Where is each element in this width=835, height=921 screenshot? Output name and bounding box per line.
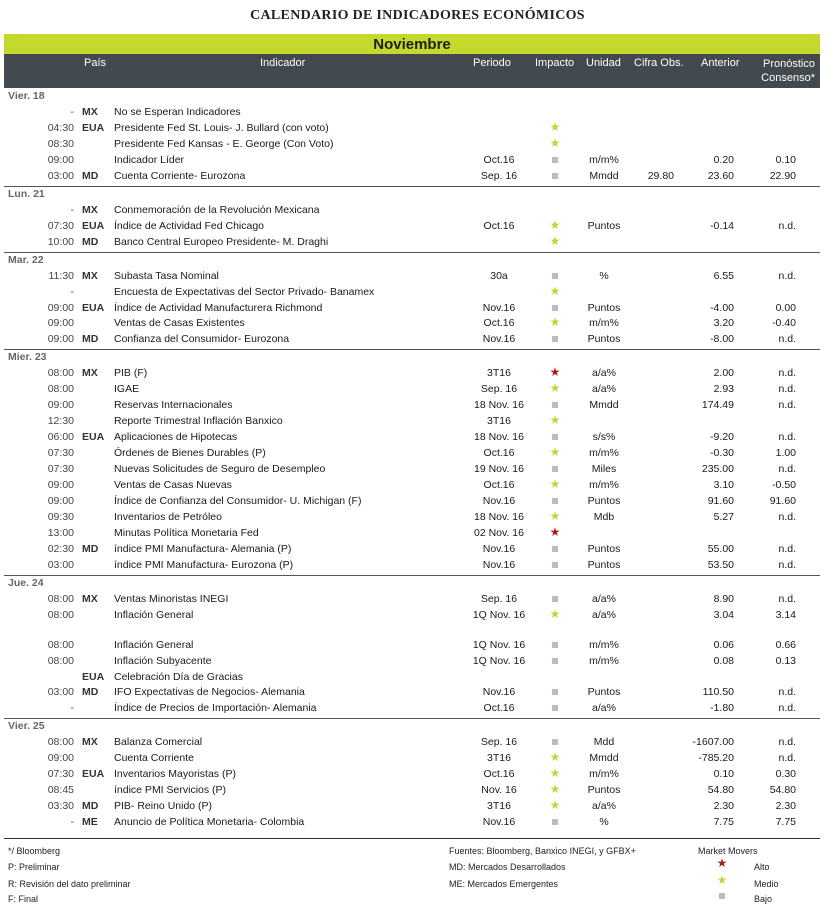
row-previous: -0.14	[710, 219, 734, 232]
impact-bajo-icon	[552, 658, 558, 664]
row-unit: a/a%	[592, 800, 616, 813]
row-forecast: 1.00	[775, 447, 796, 460]
row-forecast: n.d.	[778, 219, 796, 232]
row-indicator: Banco Central Europeo Presidente- M. Draghi	[114, 235, 329, 248]
impact-bajo-icon	[552, 157, 558, 163]
row-period: 1Q Nov. 16	[472, 638, 526, 651]
day-separator	[4, 186, 820, 187]
row-period: 18 Nov. 16	[473, 399, 524, 412]
row-forecast: n.d.	[778, 558, 796, 571]
header-pronostico-line2: Consenso*	[761, 72, 815, 84]
row-period: Oct.16	[483, 768, 515, 781]
impact-alto-star-icon: ★	[549, 365, 561, 380]
legend-alto-star-icon: ★	[716, 856, 728, 870]
row-previous: 3.10	[713, 479, 734, 491]
row-unit: m/m%	[589, 654, 619, 667]
row-previous: 2.93	[713, 383, 734, 396]
row-previous: 53.50	[707, 558, 734, 571]
day-separator	[4, 349, 820, 350]
page-title: CALENDARIO DE INDICADORES ECONÓMICOS	[250, 8, 585, 23]
sources-note: Fuentes: Bloomberg, Banxico INEGI, y GFBX+	[449, 846, 636, 856]
row-previous: -1607.00	[692, 736, 734, 749]
impact-bajo-icon	[552, 498, 558, 504]
row-time: 07:30	[47, 219, 74, 232]
row-forecast: 91.60	[769, 494, 796, 507]
row-observed: 29.80	[647, 169, 674, 182]
day-separator	[4, 252, 820, 253]
row-forecast: 22.90	[769, 169, 796, 182]
impact-medio-star-icon: ★	[549, 606, 561, 621]
row-time: 12:30	[47, 415, 74, 428]
impact-medio-star-icon: ★	[549, 217, 561, 232]
day-heading: Vier. 18	[8, 90, 45, 102]
impact-bajo-icon	[552, 562, 558, 568]
header-periodo: Periodo	[473, 57, 511, 69]
row-forecast: n.d.	[778, 431, 796, 444]
row-period: Sep. 16	[480, 383, 518, 396]
row-time: 09:00	[47, 317, 74, 330]
row-time: 07:30	[47, 768, 74, 781]
row-period: 3T16	[487, 800, 511, 813]
legend-medio-star-icon: ★	[716, 873, 728, 887]
row-unit: m/m%	[589, 638, 619, 651]
row-time: 07:30	[47, 463, 74, 476]
row-indicator: Ventas Minoristas INEGI	[114, 592, 229, 605]
row-country: EUA	[82, 301, 105, 314]
row-indicator: Presidente Fed Kansas - E. George (Con Voto)	[114, 137, 334, 150]
row-unit: s/s%	[592, 431, 616, 444]
row-unit: m/m%	[589, 447, 619, 460]
market-movers-label: Market Movers	[698, 846, 758, 856]
row-time: -	[70, 285, 74, 298]
row-previous: 174.49	[701, 399, 734, 412]
row-indicator: IGAE	[114, 383, 140, 396]
impact-bajo-icon	[552, 434, 558, 440]
row-unit: m/m%	[589, 479, 619, 491]
row-forecast: 0.30	[775, 768, 796, 781]
row-period: 1Q Nov. 16	[472, 654, 526, 667]
row-time: -	[70, 702, 74, 715]
row-indicator: Minutas Política Monetaria Fed	[114, 526, 259, 539]
row-indicator: Encuesta de Expectativas del Sector Privado- Banamex	[114, 285, 375, 298]
impact-medio-star-icon: ★	[549, 445, 561, 460]
row-unit: Puntos	[587, 494, 621, 507]
row-time: 03:00	[47, 558, 74, 571]
row-forecast: n.d.	[778, 463, 796, 476]
row-country: MX	[82, 269, 98, 282]
row-forecast: n.d.	[778, 269, 796, 282]
row-country: MD	[82, 235, 99, 248]
footnote-bloomberg: */ Bloomberg	[8, 846, 61, 856]
row-country: MD	[82, 686, 99, 699]
row-previous: 0.08	[713, 654, 734, 667]
row-indicator: Ventas de Casas Existentes	[114, 317, 245, 330]
row-unit: m/m%	[589, 768, 619, 781]
row-country: MX	[82, 367, 98, 380]
row-unit: Puntos	[587, 333, 621, 346]
row-time: 09:00	[47, 153, 74, 166]
footnote-preliminar: P: Preliminar	[8, 862, 60, 872]
row-country: ME	[82, 816, 98, 829]
row-indicator: Índice de Confianza del Consumidor- U. Michigan (F)	[114, 494, 362, 507]
row-previous: 23.60	[707, 169, 734, 182]
row-previous: 0.10	[713, 768, 734, 781]
row-period: Nov. 16	[481, 784, 517, 797]
row-indicator: Inventarios Mayoristas (P)	[114, 768, 236, 781]
row-previous: 2.00	[713, 367, 734, 380]
row-period: Nov.16	[482, 333, 516, 346]
row-forecast: n.d.	[778, 510, 796, 523]
row-country: MX	[82, 106, 98, 118]
row-unit: %	[599, 816, 609, 829]
row-indicator: Confianza del Consumidor- Eurozona	[114, 333, 290, 346]
row-time: 08:45	[47, 784, 74, 797]
impact-bajo-icon	[552, 705, 558, 711]
impact-bajo-icon	[552, 402, 558, 408]
impact-medio-star-icon: ★	[549, 315, 561, 330]
impact-medio-star-icon: ★	[549, 413, 561, 428]
row-unit: a/a%	[592, 702, 616, 715]
header-indicador: Indicador	[260, 57, 306, 69]
row-previous: 2.30	[713, 800, 734, 813]
row-indicator: Aplicaciones de Hipotecas	[114, 431, 238, 444]
row-country: MX	[82, 203, 98, 216]
row-indicator: Conmemoración de la Revolución Mexicana	[114, 203, 320, 216]
row-indicator: índice PMI Manufactura- Alemania (P)	[114, 542, 292, 555]
md-note: MD: Mercados Desarrollados	[449, 862, 566, 872]
row-indicator: Reservas Internacionales	[114, 399, 233, 412]
impact-bajo-icon	[552, 596, 558, 602]
impact-bajo-icon	[552, 305, 558, 311]
row-forecast: 7.75	[775, 816, 796, 829]
row-period: Nov.16	[482, 816, 516, 829]
day-heading: Jue. 24	[8, 576, 44, 589]
row-indicator: Ventas de Casas Nuevas	[114, 479, 232, 491]
row-country: MD	[82, 169, 99, 182]
impact-medio-star-icon: ★	[549, 233, 561, 248]
header-pronostico	[753, 57, 815, 85]
row-period: 3T16	[487, 752, 511, 765]
footnote-final: F: Final	[8, 894, 39, 904]
row-indicator: IFO Expectativas de Negocios- Alemania	[114, 686, 305, 699]
row-time: 03:00	[47, 169, 74, 182]
row-time: 09:00	[47, 752, 74, 765]
row-forecast: -0.40	[772, 317, 796, 330]
row-forecast: n.d.	[778, 702, 796, 715]
row-unit: m/m%	[589, 317, 619, 330]
row-country: MD	[82, 542, 99, 555]
row-unit: Puntos	[587, 558, 621, 571]
row-time: 08:00	[47, 654, 74, 667]
row-unit: Puntos	[587, 686, 621, 699]
row-forecast: n.d.	[778, 542, 796, 555]
legend-alto-label: Alto	[754, 862, 770, 872]
row-unit: Mmdd	[589, 399, 619, 412]
month-banner: Noviembre	[4, 34, 820, 54]
row-unit: Miles	[591, 463, 617, 476]
row-unit: a/a%	[592, 592, 616, 605]
row-unit: a/a%	[592, 608, 616, 621]
row-time: 08:00	[47, 608, 74, 621]
row-period: 18 Nov. 16	[473, 431, 524, 444]
day-heading: Vier. 25	[8, 720, 45, 733]
row-period: 30a	[490, 269, 508, 282]
impact-bajo-icon	[552, 739, 558, 745]
row-time: 09:00	[47, 399, 74, 412]
row-time: 11:30	[48, 269, 74, 282]
row-previous: 3.04	[713, 608, 734, 621]
row-forecast: n.d.	[778, 736, 796, 749]
impact-medio-star-icon: ★	[549, 798, 561, 813]
impact-medio-star-icon: ★	[549, 766, 561, 781]
impact-bajo-icon	[552, 689, 558, 695]
row-time: 09:00	[47, 494, 74, 507]
row-indicator: Reporte Trimestral Inflación Banxico	[114, 415, 283, 428]
footnote-revision: R: Revisión del dato preliminar	[8, 879, 131, 889]
impact-bajo-icon	[552, 273, 558, 279]
row-period: Oct.16	[483, 702, 515, 715]
row-time: 09:30	[47, 510, 74, 523]
row-period: 19 Nov. 16	[473, 463, 524, 476]
row-previous: 110.50	[702, 686, 734, 699]
row-unit: Mdd	[593, 736, 615, 749]
row-indicator: Inventarios de Petróleo	[114, 510, 222, 523]
row-indicator: Indicador Líder	[114, 153, 185, 166]
impact-medio-star-icon: ★	[549, 782, 561, 797]
row-unit: Puntos	[587, 784, 621, 797]
row-unit: a/a%	[592, 383, 616, 396]
impact-medio-star-icon: ★	[549, 381, 561, 396]
impact-medio-star-icon: ★	[549, 135, 561, 150]
row-time: 09:00	[47, 479, 74, 491]
row-previous: -9.20	[710, 431, 734, 444]
row-previous: 55.00	[707, 542, 734, 555]
header-unidad: Unidad	[586, 57, 621, 69]
row-period: Nov.16	[482, 542, 516, 555]
row-period: Oct.16	[483, 219, 515, 232]
row-indicator: Inflación General	[114, 638, 194, 651]
row-period: Nov.16	[482, 301, 516, 314]
row-indicator: PIB- Reino Unido (P)	[114, 800, 213, 813]
day-heading: Mar. 22	[8, 253, 44, 266]
row-period: Oct.16	[483, 447, 515, 460]
row-country: EUA	[82, 670, 105, 683]
row-country: EUA	[82, 219, 105, 232]
legend-bajo-label: Bajo	[754, 894, 773, 904]
row-indicator: Nuevas Solicitudes de Seguro de Desempleo	[114, 463, 326, 476]
row-indicator: Inflación General	[114, 608, 194, 621]
impact-bajo-icon	[552, 546, 558, 552]
row-time: -	[70, 203, 74, 216]
row-time: 10:00	[47, 235, 74, 248]
row-time: 08:00	[47, 736, 74, 749]
row-indicator: índice PMI Servicios (P)	[114, 784, 227, 797]
row-forecast: 2.30	[775, 800, 796, 813]
row-indicator: Celebración Día de Gracias	[114, 670, 243, 683]
row-unit: a/a%	[592, 367, 616, 380]
row-period: Sep. 16	[480, 736, 518, 749]
row-indicator: Subasta Tasa Nominal	[114, 269, 219, 282]
row-period: 02 Nov. 16	[473, 526, 524, 539]
row-forecast: 0.00	[775, 301, 796, 314]
impact-medio-star-icon: ★	[549, 283, 561, 298]
row-indicator: Balanza Comercial	[114, 736, 203, 749]
row-period: Nov.16	[482, 558, 516, 571]
row-time: 08:00	[47, 367, 74, 380]
row-indicator: No se Esperan Indicadores	[114, 106, 241, 118]
row-unit: Mmdd	[589, 752, 619, 765]
row-time: 03:30	[47, 800, 74, 813]
row-previous: 8.90	[713, 592, 734, 605]
row-indicator: Índice de Actividad Manufacturera Richmond	[114, 301, 323, 314]
row-forecast: n.d.	[778, 333, 796, 346]
impact-bajo-icon	[552, 642, 558, 648]
row-period: Nov.16	[482, 494, 516, 507]
me-note: ME: Mercados Emergentes	[449, 879, 559, 889]
day-heading: Lun. 21	[8, 187, 45, 200]
row-indicator: Presidente Fed St. Louis- J. Bullard (con voto)	[114, 121, 329, 134]
row-time: 13:00	[47, 526, 74, 539]
row-previous: -1.80	[710, 702, 734, 715]
row-forecast: n.d.	[778, 383, 796, 396]
row-previous: 3.20	[713, 317, 734, 330]
row-indicator: Índice de Precios de Importación- Alemania	[114, 702, 317, 715]
row-time: -	[70, 816, 74, 829]
row-previous: -0.30	[710, 447, 734, 460]
row-indicator: índice PMI Manufactura- Eurozona (P)	[114, 558, 294, 571]
row-previous: -785.20	[698, 752, 734, 765]
row-unit: Mdb	[593, 510, 615, 523]
day-heading: Mier. 23	[8, 351, 47, 364]
row-unit: Puntos	[587, 219, 621, 232]
row-forecast: 0.13	[775, 654, 796, 667]
row-unit: Mmdd	[589, 169, 619, 182]
row-period: Oct.16	[483, 153, 515, 166]
impact-alto-star-icon: ★	[549, 524, 561, 539]
row-forecast: 0.66	[775, 638, 796, 651]
header-pais: País	[84, 57, 107, 69]
row-country: MD	[82, 333, 99, 346]
impact-medio-star-icon: ★	[549, 119, 561, 134]
impact-bajo-icon	[552, 336, 558, 342]
impact-bajo-icon	[552, 466, 558, 472]
row-indicator: PIB (F)	[114, 367, 148, 380]
row-previous: -8.00	[710, 333, 734, 346]
row-indicator: Órdenes de Bienes Durables (P)	[114, 447, 266, 460]
row-country: EUA	[82, 431, 105, 444]
row-period: Oct.16	[483, 479, 515, 491]
row-period: Sep. 16	[480, 592, 518, 605]
row-period: 18 Nov. 16	[473, 510, 524, 523]
row-time: 08:00	[47, 638, 74, 651]
row-time: 08:00	[47, 592, 74, 605]
row-previous: 0.06	[713, 638, 734, 651]
row-forecast: 3.14	[775, 608, 796, 621]
row-country: EUA	[82, 768, 105, 781]
header-cifra-obs: Cifra Obs.	[634, 57, 684, 69]
row-country: MD	[82, 800, 99, 813]
row-forecast: n.d.	[778, 399, 796, 412]
row-time: 07:30	[47, 447, 74, 460]
row-indicator: Inflación Subyacente	[114, 654, 212, 667]
row-indicator: Cuenta Corriente- Eurozona	[114, 169, 246, 182]
row-forecast: -0.50	[772, 479, 796, 491]
footer-divider	[4, 838, 820, 839]
row-indicator: Índice de Actividad Fed Chicago	[114, 219, 265, 232]
legend-bajo-square-icon	[719, 893, 725, 899]
row-time: 08:30	[47, 137, 74, 150]
row-indicator: Anuncio de Política Monetaria- Colombia	[114, 816, 305, 829]
row-forecast: n.d.	[778, 686, 796, 699]
row-time: 02:30	[47, 542, 74, 555]
legend-medio-label: Medio	[754, 879, 779, 889]
row-forecast: n.d.	[778, 367, 796, 380]
row-time: 03:00	[47, 686, 74, 699]
impact-bajo-icon	[552, 173, 558, 179]
day-separator	[4, 575, 820, 576]
header-anterior: Anterior	[701, 57, 740, 69]
row-previous: 5.27	[713, 510, 734, 523]
day-separator	[4, 718, 820, 719]
row-time: 09:00	[47, 333, 74, 346]
row-country: EUA	[82, 121, 105, 134]
row-time: 08:00	[47, 383, 74, 396]
row-forecast: n.d.	[778, 752, 796, 765]
row-unit: %	[599, 269, 609, 282]
row-previous: 6.55	[713, 269, 734, 282]
row-period: Nov.16	[482, 686, 516, 699]
row-country: MX	[82, 736, 98, 749]
row-time: -	[70, 106, 74, 118]
row-unit: Puntos	[587, 542, 621, 555]
row-time: 04:30	[47, 121, 74, 134]
row-period: Oct.16	[483, 317, 515, 330]
row-indicator: Cuenta Corriente	[114, 752, 194, 765]
row-period: 1Q Nov. 16	[472, 608, 526, 621]
table-header	[4, 54, 820, 88]
impact-medio-star-icon: ★	[549, 477, 561, 491]
row-previous: 7.75	[713, 816, 734, 829]
row-period: Sep. 16	[480, 169, 518, 182]
row-previous: 235.00	[701, 463, 734, 476]
row-forecast: 54.80	[769, 784, 796, 797]
row-period: 3T16	[487, 367, 511, 380]
row-previous: 91.60	[707, 494, 734, 507]
header-impacto: Impacto	[535, 57, 575, 69]
impact-medio-star-icon: ★	[549, 508, 561, 523]
row-forecast: 0.10	[775, 153, 796, 166]
header-pronostico-line1: Pronóstico	[763, 58, 815, 70]
row-unit: Puntos	[587, 301, 621, 314]
row-previous: 0.20	[713, 153, 734, 166]
row-previous: 54.80	[707, 784, 734, 797]
impact-medio-star-icon: ★	[549, 750, 561, 765]
row-country: MX	[82, 592, 98, 605]
row-time: 09:00	[47, 301, 74, 314]
row-unit: m/m%	[589, 153, 619, 166]
row-previous: -4.00	[710, 301, 734, 314]
row-time: 06:00	[47, 431, 74, 444]
row-forecast: n.d.	[778, 592, 796, 605]
row-period: 3T16	[487, 415, 511, 428]
impact-bajo-icon	[552, 819, 558, 825]
